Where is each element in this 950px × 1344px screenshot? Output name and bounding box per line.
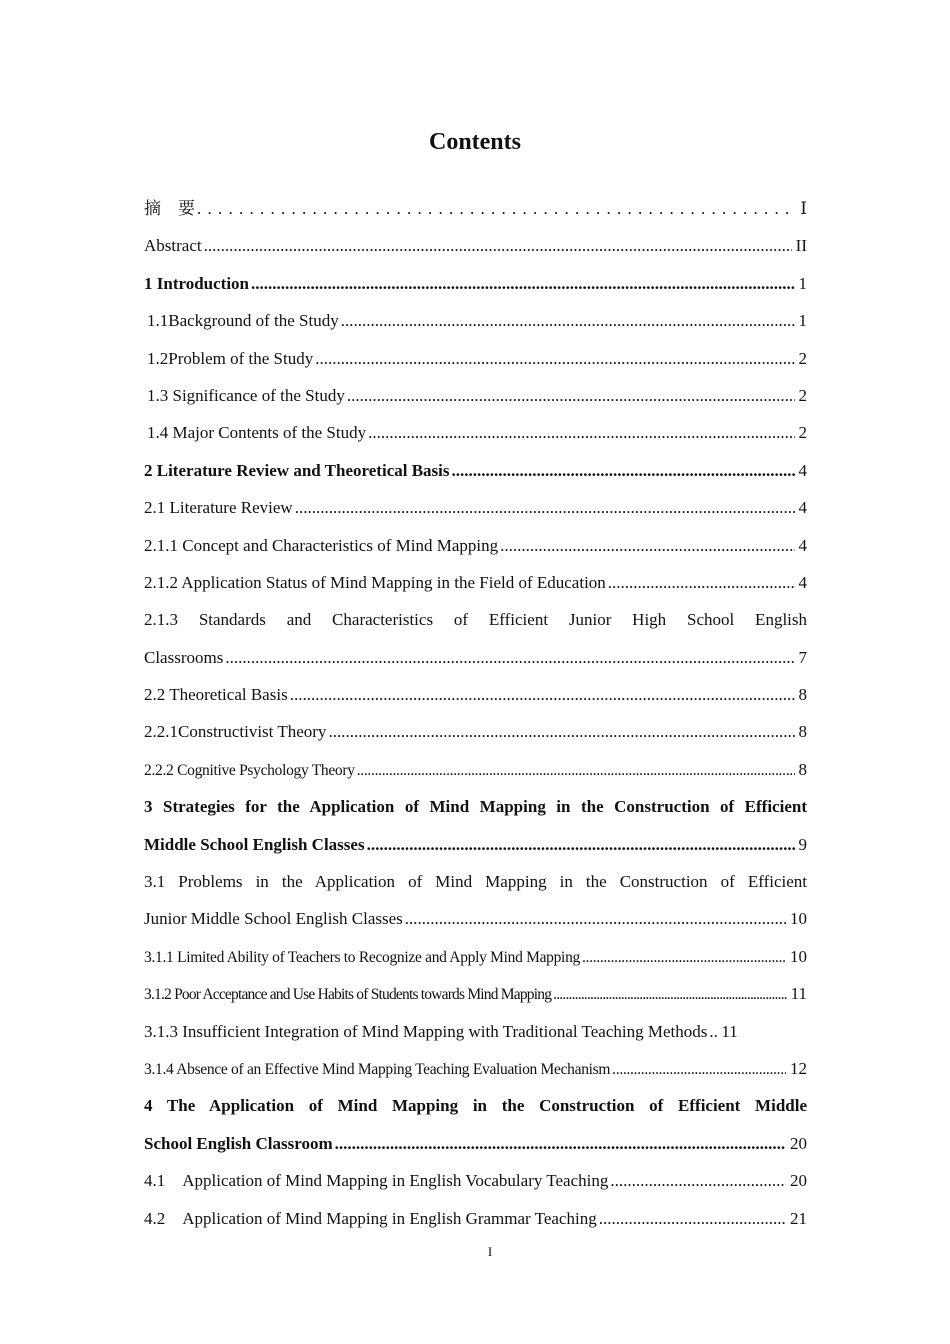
toc-page-number: 2: [798, 348, 807, 368]
toc-label: 3.1.4 Absence of an Effective Mind Mapping Teaching Evaluation Mechanism: [144, 1060, 611, 1078]
dot-leader: [347, 377, 795, 414]
toc-label-line1: 3 Strategies for the Application of Mind Mapping in the Construction of Efficient: [144, 797, 807, 817]
toc-entry-2-1-2[interactable]: [144, 564, 807, 601]
toc-page-number: 4: [798, 572, 807, 592]
dot-leader: [405, 900, 786, 937]
dot-leader: [709, 1013, 717, 1050]
toc-page-number: 8: [798, 759, 807, 779]
toc-entry-chapter-4-line1[interactable]: [144, 1087, 807, 1124]
toc-entry-3-1-4[interactable]: [144, 1050, 807, 1087]
toc-page-number: 21: [790, 1208, 807, 1228]
dot-leader: [290, 676, 795, 713]
dot-leader: [315, 340, 794, 377]
toc-entry-4-1[interactable]: [144, 1162, 807, 1199]
toc-label: 2.2.2 Cognitive Psychology Theory: [144, 761, 355, 779]
toc-label: 4.2 Application of Mind Mapping in English Grammar Teaching: [144, 1208, 597, 1228]
toc-page-number: 2: [798, 385, 807, 405]
toc-label: 3.1.2 Poor Acceptance and Use Habits of Students towards Mind Mapping: [144, 986, 552, 1004]
toc-page-number: 8: [798, 685, 807, 705]
toc-entry-3-1-1[interactable]: [144, 938, 807, 975]
dot-leader: [341, 302, 795, 339]
dot-leader: [582, 939, 786, 976]
toc-entry-3-1-3[interactable]: [144, 1013, 807, 1050]
toc-label: 2.1 Literature Review: [144, 498, 293, 518]
toc-page-number: 9: [798, 834, 807, 854]
toc-page-number: 20: [790, 1171, 807, 1191]
toc-entry-abstract[interactable]: [144, 227, 807, 264]
toc-entry-2-1[interactable]: [144, 489, 807, 526]
toc-entry-2-2-1[interactable]: [144, 713, 807, 750]
toc-label: 1.3 Significance of the Study: [147, 385, 345, 405]
toc-label-line1: 3.1 Problems in the Application of Mind Mapping in the Construction of Efficient: [144, 872, 807, 892]
dot-leader: [367, 826, 795, 863]
toc-label: 1 Introduction: [144, 273, 250, 293]
toc-entry-2-1-1[interactable]: [144, 527, 807, 564]
table-of-contents: [144, 190, 807, 1237]
toc-label: 2.2 Theoretical Basis: [144, 685, 288, 705]
toc-page-number: Ⅰ: [800, 199, 807, 218]
toc-entry-chapter-2[interactable]: [144, 452, 807, 489]
toc-entry-3-1[interactable]: [144, 900, 807, 937]
dot-leader: [612, 1051, 786, 1088]
dot-leader: [335, 1125, 786, 1162]
dot-leader: [608, 564, 795, 601]
toc-page-number: 10: [790, 946, 807, 966]
toc-label: Junior Middle School English Classes: [144, 909, 403, 929]
toc-entry-3-1-2[interactable]: [144, 975, 807, 1012]
toc-entry-2-2-2[interactable]: [144, 751, 807, 788]
toc-entry-chapter-3-line1[interactable]: [144, 788, 807, 825]
dot-leader: [500, 527, 794, 564]
toc-label-line1: 2.1.3 Standards and Characteristics of Efficient Junior High School English: [144, 610, 807, 630]
toc-page-number: 11: [790, 984, 807, 1004]
toc-label-line1: 4 The Application of Mind Mapping in the Construction of Efficient Middle: [144, 1096, 807, 1116]
page-title: Contents: [428, 129, 521, 155]
toc-entry-2-1-3-line1[interactable]: [144, 601, 807, 638]
toc-page-number: 1: [798, 273, 807, 293]
toc-page-number: 12: [790, 1058, 807, 1078]
toc-label: 摘 要: [144, 199, 195, 218]
toc-page-number: 4: [798, 535, 807, 555]
toc-label: 4.1 Application of Mind Mapping in English Vocabulary Teaching: [144, 1171, 609, 1191]
toc-label: 3.1.1 Limited Ability of Teachers to Recognize and Apply Mind Mapping: [144, 948, 580, 966]
dot-leader: [610, 1162, 786, 1199]
toc-entry-1-2[interactable]: [144, 340, 807, 377]
toc-page-number: 10: [790, 909, 807, 929]
dot-leader: [357, 752, 795, 789]
toc-page-number: 4: [798, 460, 807, 480]
toc-page-number: 1: [798, 311, 807, 331]
toc-label: 2.1.1 Concept and Characteristics of Mind Mapping: [144, 535, 499, 555]
toc-label: 1.1Background of the Study: [147, 311, 339, 331]
toc-label: 1.2Problem of the Study: [147, 348, 314, 368]
dot-leader: [251, 265, 794, 302]
toc-entry-abstract-cn[interactable]: [144, 190, 807, 227]
toc-page-number: 11: [721, 1021, 738, 1041]
toc-label: 2 Literature Review and Theoretical Basis: [144, 460, 450, 480]
toc-label: 1.4 Major Contents of the Study: [147, 423, 367, 443]
toc-page-number: 4: [798, 498, 807, 518]
dot-leader: [204, 227, 792, 264]
toc-entry-chapter-1[interactable]: [144, 265, 807, 302]
dot-leader: [225, 639, 794, 676]
toc-entry-chapter-3[interactable]: [144, 826, 807, 863]
toc-label: School English Classroom: [144, 1133, 333, 1153]
dot-leader: [553, 976, 786, 1013]
toc-entry-3-1-line1[interactable]: [144, 863, 807, 900]
dot-leader: [328, 713, 794, 750]
toc-label: Abstract: [144, 236, 202, 256]
toc-label: Classrooms: [144, 647, 224, 667]
dot-leader: [599, 1200, 786, 1237]
toc-entry-chapter-4[interactable]: [144, 1125, 807, 1162]
toc-entry-1-3[interactable]: [144, 377, 807, 414]
page-footer-number: I: [487, 1244, 493, 1259]
toc-page-number: 8: [798, 722, 807, 742]
toc-label: 3.1.3 Insufficient Integration of Mind Mapping with Traditional Teaching Methods: [144, 1021, 708, 1041]
toc-label: 2.2.1Constructivist Theory: [144, 722, 327, 742]
toc-page-number: 2: [798, 423, 807, 443]
dot-leader: [452, 452, 795, 489]
dot-leader: [295, 489, 795, 526]
toc-page-number: 20: [790, 1133, 807, 1153]
toc-label: Middle School English Classes: [144, 834, 365, 854]
toc-entry-1-1[interactable]: [144, 302, 807, 339]
dot-leader: [197, 190, 796, 227]
toc-entry-1-4[interactable]: [144, 414, 807, 451]
toc-entry-2-1-3[interactable]: [144, 639, 807, 676]
toc-entry-2-2[interactable]: [144, 676, 807, 713]
toc-page-number: 7: [798, 647, 807, 667]
toc-label: 2.1.2 Application Status of Mind Mapping in the Field of Education: [144, 572, 606, 592]
toc-page-number: II: [795, 236, 807, 256]
toc-entry-4-2[interactable]: [144, 1200, 807, 1237]
dot-leader: [368, 414, 794, 451]
